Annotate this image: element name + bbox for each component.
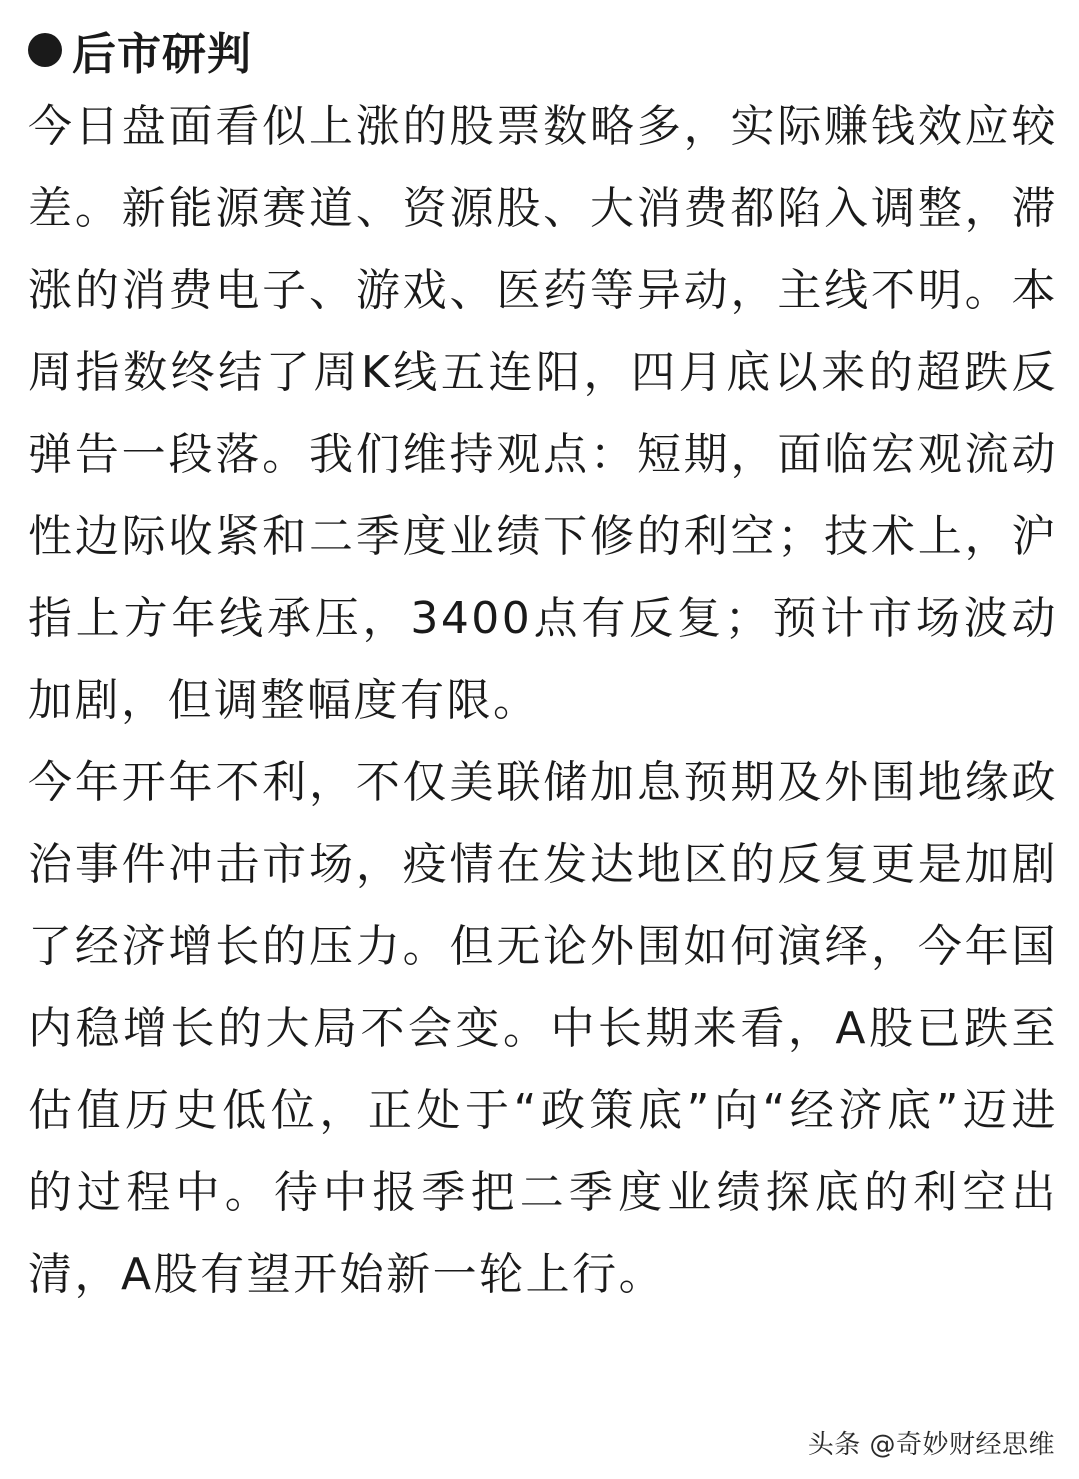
paragraph-long-term-view: 今年开年不利，不仅美联储加息预期及外围地缘政治事件冲击市场，疫情在发达地区的反复更是加剧了经济增长的压力。但无论外围如何演绎，今年国内稳增长的大局不会变。中长期来看，A股已跌至估值历史低位，正处于“政策底”向“经济底”迈进的过程中。待中报季把二季度业绩探底的利空出清，A股有望开始新一轮上行。 bbox=[28, 757, 1058, 1300]
article bbox=[28, 18, 1058, 1316]
bullet-icon bbox=[28, 33, 62, 67]
section-heading bbox=[28, 18, 1058, 82]
section-title: 后市研判 bbox=[72, 29, 252, 80]
paragraph-market-outlook: 今日盘面看似上涨的股票数略多，实际赚钱效应较差。新能源赛道、资源股、大消费都陷入调整，滞涨的消费电子、游戏、医药等异动，主线不明。本周指数终结了周K线五连阳，四月底以来的超跌反弹告一段落。我们维持观点：短期，面临宏观流动性边际收紧和二季度业绩下修的利空；技术上，沪指上方年线承压，3400点有反复；预计市场波动加剧，但调整幅度有限。 bbox=[28, 101, 1058, 726]
watermark: 头条 @奇妙财经思维 bbox=[807, 1430, 1055, 1460]
